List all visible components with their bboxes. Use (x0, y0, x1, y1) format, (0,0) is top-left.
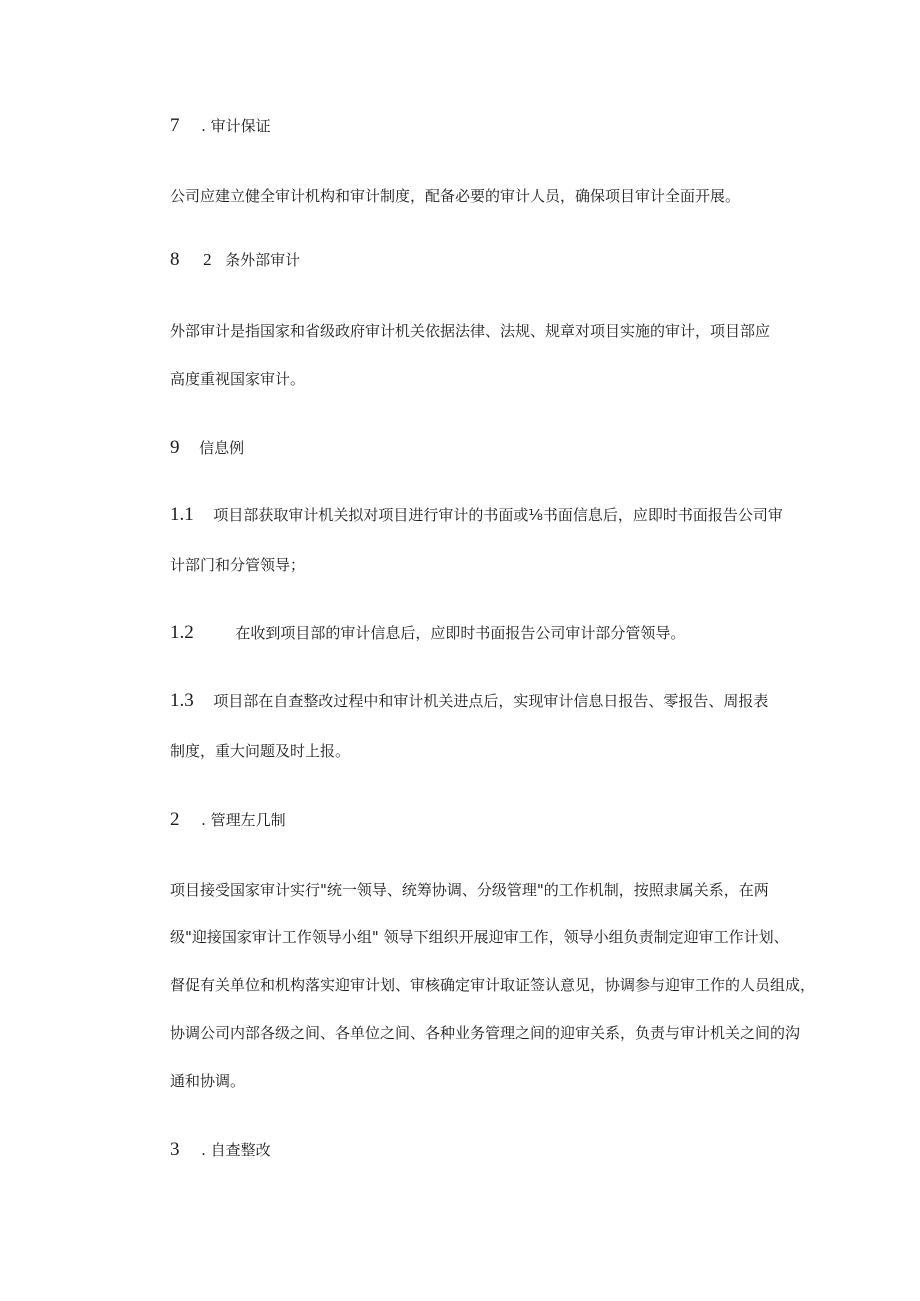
section-2-body-line-5: 通和协调。 (170, 1072, 246, 1090)
item-1-3-line-1 (170, 691, 768, 711)
section-2-body-line-2: 级"迎接国家审计工作领导小组" 领导下组织开展迎审工作，领导小组负责制定迎审工作计划、 (170, 928, 789, 946)
item-1-3-text: 项目部在自查整改过程中和审计机关进点后，实现审计信息日报告、零报告、周报表 (213, 692, 769, 710)
section-2-number: 2 (170, 809, 180, 830)
item-1-1-line-1 (170, 505, 783, 525)
item-1-2-line-1 (170, 623, 685, 643)
item-1-1-number: 1.1 (170, 504, 194, 525)
item-1-3-number: 1.3 (170, 690, 194, 711)
item-1-1-line-2: 计部门和分管领导； (170, 556, 306, 574)
section-7-title: 审计保证 (210, 117, 271, 135)
section-2-body-line-1: 项目接受国家审计实行"统一领导、统筹协调、分级管理"的工作机制，按照隶属关系，在两 (170, 881, 769, 899)
section-2-body-line-3: 督促有关单位和机构落实迎审计划、审核确定审计取证签认意见，协调参与迎审工作的人员组成， (170, 976, 816, 994)
section-8-body-line-1: 外部审计是指国家和省级政府审计机关依据法律、法规、规章对项目实施的审计，项目部应 (170, 322, 771, 340)
section-9-title: 信息例 (199, 439, 245, 457)
section-8-heading (170, 250, 300, 270)
section-8-number: 8 (170, 249, 180, 270)
section-3-heading (170, 1140, 271, 1160)
section-3-dot: . (201, 1141, 206, 1159)
section-3-title: 自查整改 (210, 1141, 271, 1159)
section-9-number: 9 (170, 437, 180, 458)
item-1-3-line-2: 制度，重大问题及时上报。 (170, 742, 351, 760)
section-2-title: 管理左几制 (210, 811, 286, 829)
section-7-heading (170, 116, 271, 136)
item-1-2-text: 在收到项目部的审计信息后，应即时书面报告公司审计部分管领导。 (235, 624, 686, 642)
section-8-subnumber: 2 (203, 250, 212, 269)
section-9-heading (170, 438, 244, 458)
section-3-number: 3 (170, 1139, 180, 1160)
section-2-body-line-4: 协调公司内部各级之间、各单位之间、各种业务管理之间的迎审关系，负责与审计机关之间的沟 (170, 1024, 801, 1042)
section-7-dot: . (201, 117, 206, 135)
item-1-2-number: 1.2 (170, 622, 194, 643)
section-7-body: 公司应建立健全审计机构和审计制度，配备必要的审计人员，确保项目审计全面开展。 (170, 187, 741, 205)
section-8-title: 条外部审计 (225, 251, 301, 269)
section-8-body-line-2: 高度重视国家审计。 (170, 370, 306, 388)
section-2-heading (170, 810, 286, 830)
section-7-number: 7 (170, 115, 180, 136)
item-1-1-text: 项目部获取审计机关拟对项目进行审计的书面或⅛书面信息后，应即时书面报告公司审 (213, 506, 783, 524)
section-2-dot: . (201, 811, 206, 829)
